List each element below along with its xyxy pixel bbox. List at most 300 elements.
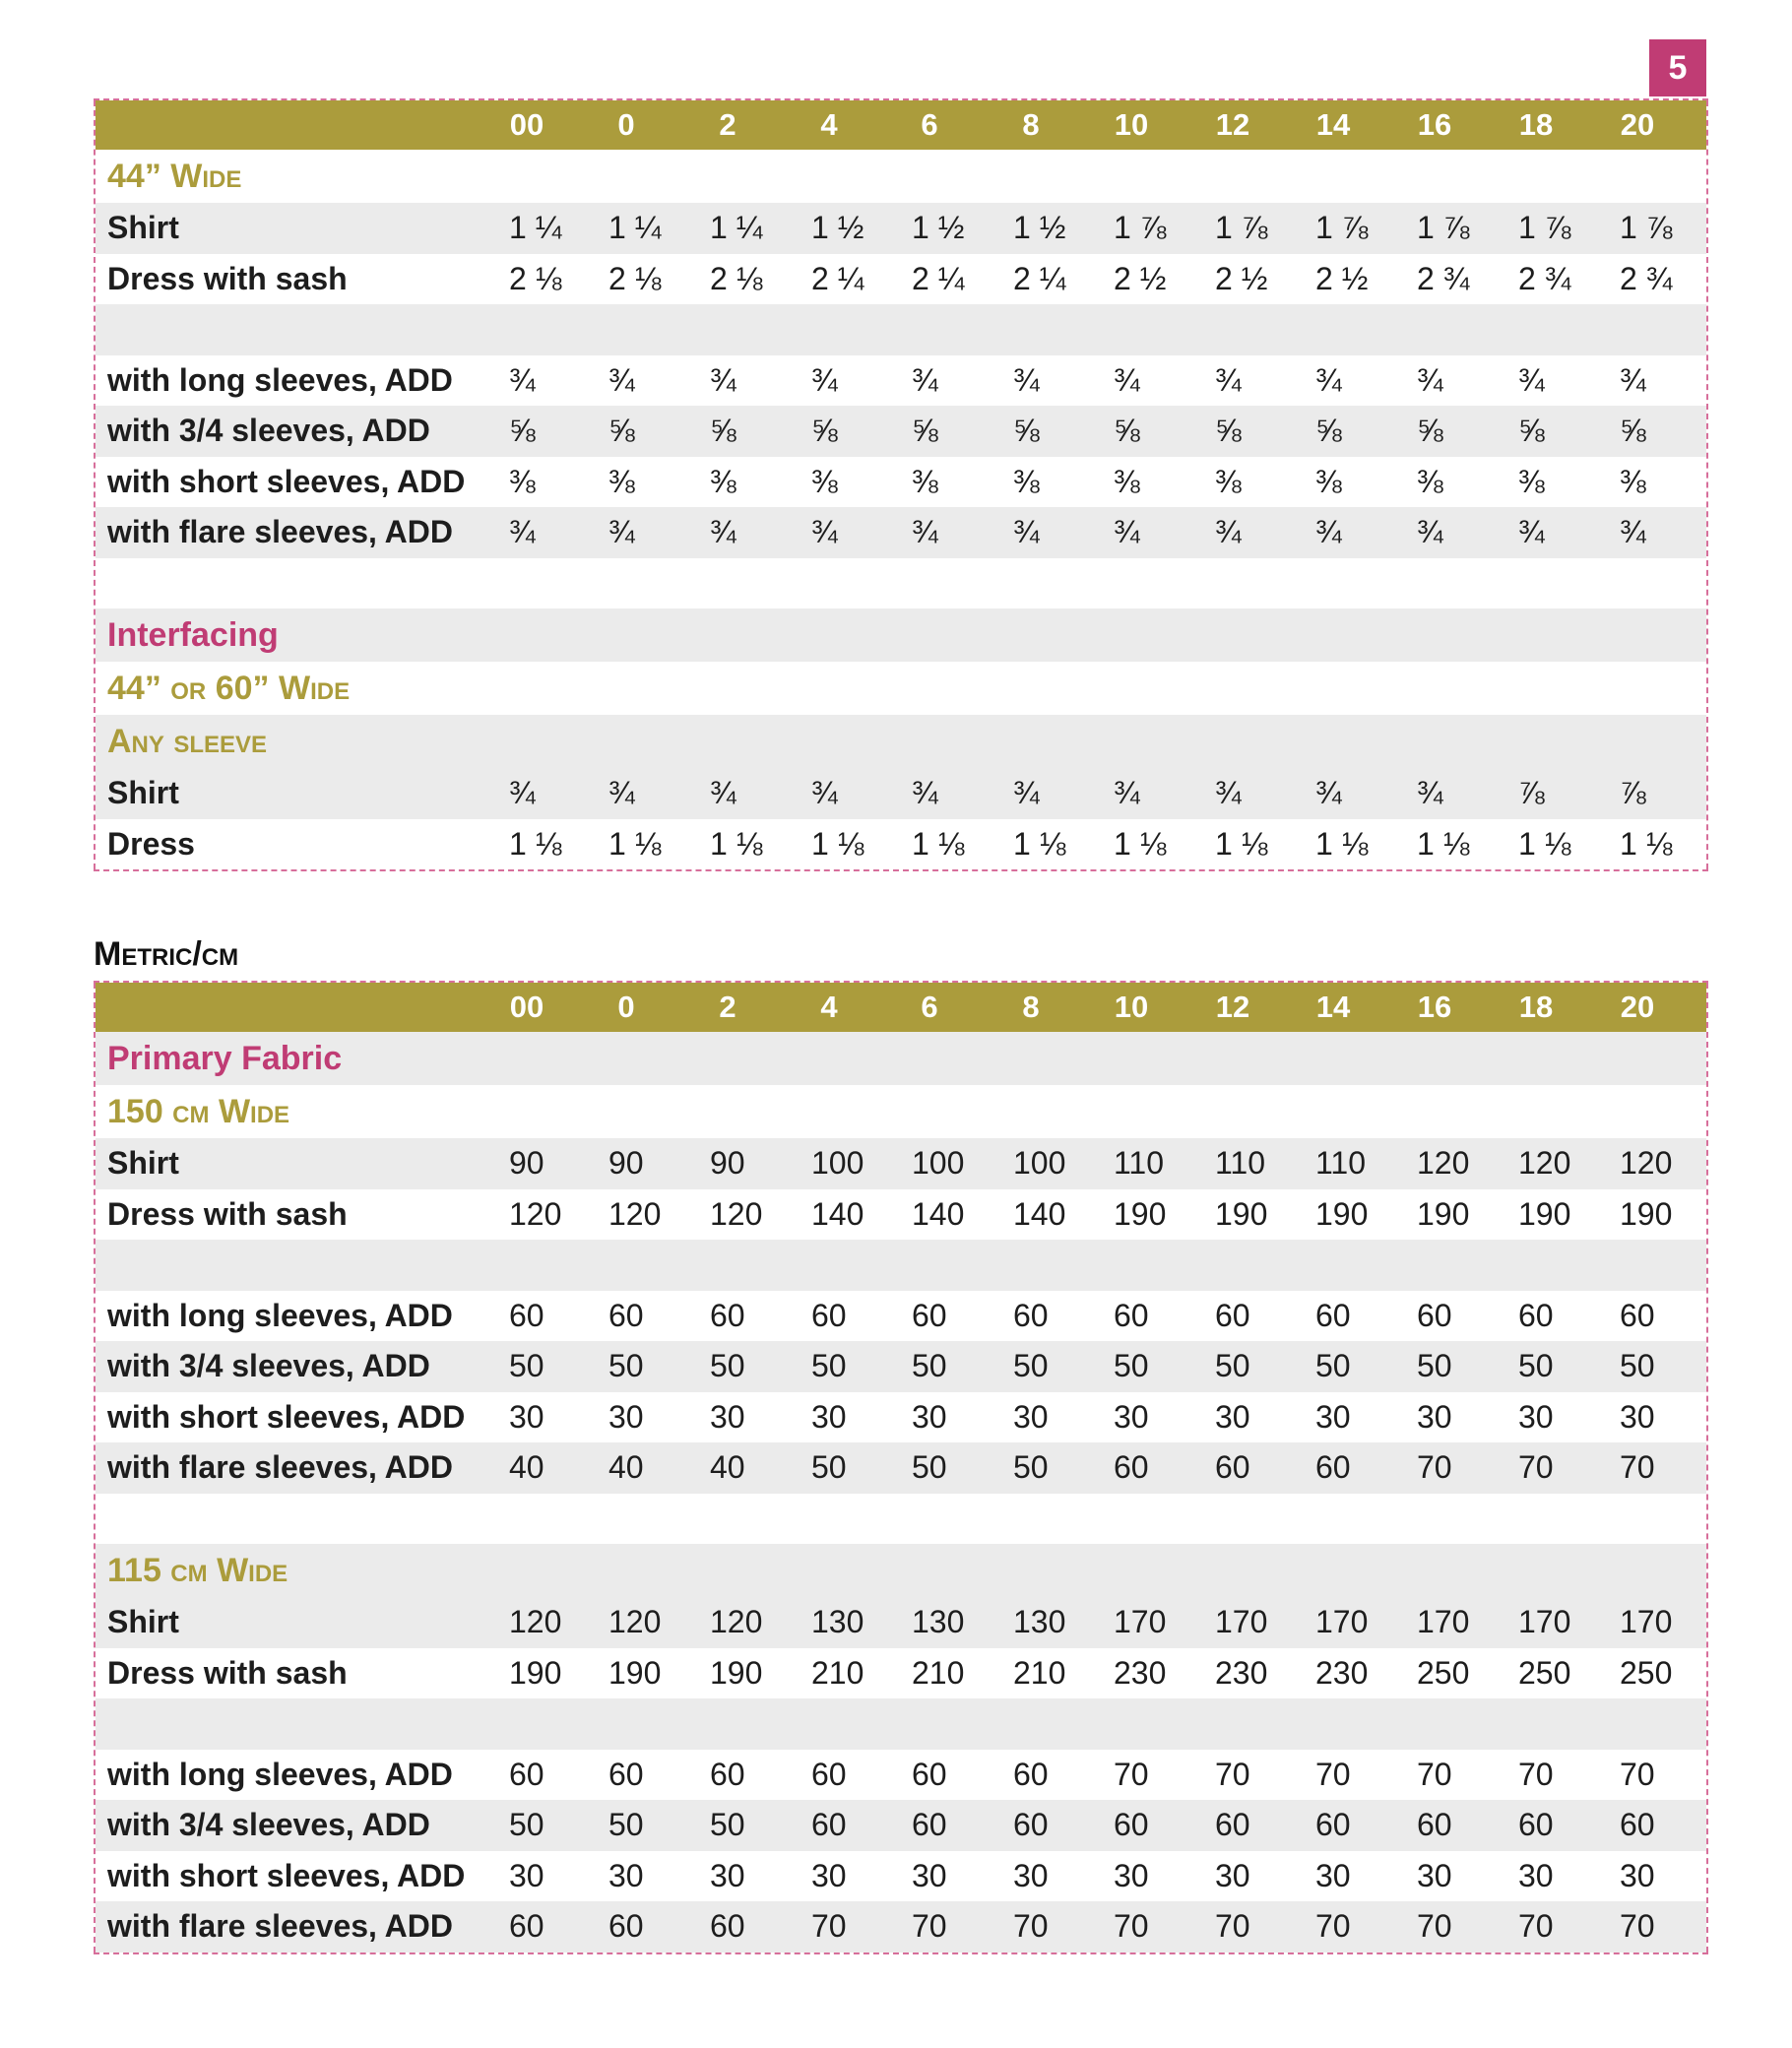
table-cell: 1 ⅛	[1013, 825, 1066, 862]
table-cell: ¾	[1417, 361, 1443, 398]
size-header-cell: 14	[1315, 990, 1351, 1024]
table-cell: ¾	[1013, 514, 1040, 550]
table-cell: ⅝	[1315, 413, 1342, 449]
table-row	[96, 1442, 1706, 1494]
table-cell: 30	[1013, 1857, 1049, 1893]
table-cell: 60	[710, 1908, 745, 1945]
table-cell: 90	[509, 1145, 544, 1182]
table-cell: 1 ⅛	[1114, 825, 1167, 862]
table-cell: ⅝	[1518, 413, 1545, 449]
table-cell: ¾	[1620, 514, 1646, 550]
table-cell: 190	[1620, 1195, 1673, 1232]
table-row	[96, 1851, 1706, 1902]
size-header-cell: 14	[1315, 107, 1351, 142]
table-cell: ¾	[1114, 361, 1140, 398]
table-cell: 60	[509, 1297, 544, 1333]
table-row	[96, 1800, 1706, 1851]
table-cell: 50	[608, 1807, 644, 1843]
table-cell: 2 ½	[1114, 260, 1167, 296]
size-header-cell: 16	[1417, 107, 1452, 142]
table-cell: 190	[1315, 1195, 1369, 1232]
table-cell: ¾	[710, 361, 736, 398]
table-cell: 100	[912, 1145, 965, 1182]
table-cell: 60	[1114, 1297, 1149, 1333]
table-cell: 30	[1114, 1857, 1149, 1893]
table-cell: ¾	[608, 514, 635, 550]
table-cell: 120	[608, 1195, 662, 1232]
table-cell: ¾	[1518, 361, 1545, 398]
table-cell: 70	[1518, 1756, 1554, 1792]
table-cell: ⅝	[811, 413, 838, 449]
table-cell: ¾	[1417, 514, 1443, 550]
section-heading: 115 cm Wide	[107, 1551, 288, 1589]
table-cell: 60	[608, 1908, 644, 1945]
table-cell: 60	[1013, 1297, 1049, 1333]
table-cell: 130	[811, 1604, 864, 1640]
table-cell: 140	[811, 1195, 864, 1232]
table-cell: 30	[608, 1398, 644, 1435]
table-cell: 50	[710, 1807, 745, 1843]
table-cell: 60	[509, 1756, 544, 1792]
row-label: with long sleeves, ADD	[107, 1756, 453, 1792]
table-cell: ⅜	[1620, 463, 1646, 499]
table-cell: ⅝	[710, 413, 736, 449]
row-label: Shirt	[107, 210, 179, 246]
row-label: with flare sleeves, ADD	[107, 1449, 453, 1486]
row-label: with flare sleeves, ADD	[107, 514, 453, 550]
size-header-cell: 12	[1215, 990, 1250, 1024]
table-cell: ⅞	[1518, 775, 1545, 811]
table-cell: ⅝	[1417, 413, 1443, 449]
table-cell: 30	[509, 1398, 544, 1435]
size-header-cell: 16	[1417, 990, 1452, 1024]
row-label: with 3/4 sleeves, ADD	[107, 413, 430, 449]
table-cell: 90	[710, 1145, 745, 1182]
table-cell: 60	[608, 1756, 644, 1792]
table-cell: 210	[811, 1654, 864, 1691]
table-cell: 250	[1518, 1654, 1571, 1691]
table-cell: 50	[1518, 1348, 1554, 1384]
table-cell: 2 ¾	[1417, 260, 1470, 296]
section-heading-row	[96, 662, 1706, 715]
table-cell: 1 ½	[912, 210, 965, 246]
size-header-row	[96, 100, 1706, 150]
table-row	[96, 1648, 1706, 1699]
table-cell: 60	[912, 1756, 947, 1792]
table-cell: 170	[1114, 1604, 1167, 1640]
table-cell: 1 ⅞	[1620, 210, 1673, 246]
table-cell: 110	[1315, 1145, 1367, 1182]
table-cell: 230	[1315, 1654, 1369, 1691]
spacer-row	[96, 1494, 1706, 1545]
table-row	[96, 1750, 1706, 1801]
table-cell: 60	[1215, 1297, 1250, 1333]
table-cell: 170	[1215, 1604, 1268, 1640]
table-cell: ⅝	[608, 413, 635, 449]
table-cell: ⅜	[1114, 463, 1140, 499]
size-header-row	[96, 983, 1706, 1032]
table-cell: 190	[608, 1654, 662, 1691]
imperial-yardage-table	[94, 100, 1708, 869]
size-header-cell: 8	[1022, 107, 1040, 142]
spacer-row	[96, 1698, 1706, 1750]
table-cell: 60	[1013, 1756, 1049, 1792]
section-heading-row	[96, 150, 1706, 203]
table-cell: 2 ¾	[1620, 260, 1673, 296]
table-cell: 170	[1315, 1604, 1369, 1640]
table-cell: 1 ⅛	[811, 825, 864, 862]
table-cell: ¾	[1215, 514, 1242, 550]
table-cell: 30	[608, 1857, 644, 1893]
table-cell: 70	[1215, 1756, 1250, 1792]
table-cell: 50	[1417, 1348, 1452, 1384]
row-label: with 3/4 sleeves, ADD	[107, 1807, 430, 1843]
table-cell: ¾	[1215, 775, 1242, 811]
table-cell: 60	[1315, 1297, 1351, 1333]
table-cell: ⅜	[1417, 463, 1443, 499]
table-cell: 70	[1620, 1449, 1655, 1486]
table-cell: 50	[811, 1348, 847, 1384]
table-cell: 1 ¼	[509, 210, 562, 246]
table-cell: 70	[1114, 1908, 1149, 1945]
table-cell: ¾	[608, 775, 635, 811]
table-cell: 30	[1215, 1857, 1250, 1893]
row-label: with long sleeves, ADD	[107, 361, 453, 398]
table-cell: 30	[912, 1398, 947, 1435]
table-cell: 1 ½	[811, 210, 864, 246]
table-cell: 2 ¾	[1518, 260, 1571, 296]
size-header-cell: 20	[1620, 990, 1655, 1024]
table-cell: 2 ⅛	[509, 260, 562, 296]
table-row	[96, 1901, 1706, 1952]
table-row	[96, 1341, 1706, 1392]
table-cell: 50	[509, 1807, 544, 1843]
table-row	[96, 1138, 1706, 1189]
table-cell: 50	[1315, 1348, 1351, 1384]
table-cell: 100	[811, 1145, 864, 1182]
table-cell: 1 ⅛	[710, 825, 763, 862]
size-header-cell: 00	[509, 990, 544, 1024]
table-cell: 120	[1518, 1145, 1571, 1182]
table-cell: 230	[1215, 1654, 1268, 1691]
table-cell: ⅝	[1013, 413, 1040, 449]
table-cell: 210	[1013, 1654, 1066, 1691]
table-cell: 190	[1518, 1195, 1571, 1232]
table-cell: 50	[1114, 1348, 1149, 1384]
table-cell: 170	[1417, 1604, 1470, 1640]
row-label: with short sleeves, ADD	[107, 463, 466, 499]
table-cell: 60	[1620, 1807, 1655, 1843]
table-row	[96, 1597, 1706, 1648]
size-header-cell: 4	[820, 990, 838, 1024]
table-cell: ¾	[912, 514, 938, 550]
table-cell: 140	[1013, 1195, 1066, 1232]
table-cell: 120	[710, 1604, 763, 1640]
table-cell: ¾	[1215, 361, 1242, 398]
table-cell: 30	[710, 1857, 745, 1893]
table-cell: ¾	[1013, 775, 1040, 811]
table-cell: 1 ⅞	[1518, 210, 1571, 246]
table-cell: ¾	[509, 361, 536, 398]
table-cell: 1 ⅛	[912, 825, 965, 862]
table-cell: 70	[1114, 1756, 1149, 1792]
table-cell: 60	[1114, 1807, 1149, 1843]
table-cell: ⅜	[1013, 463, 1040, 499]
table-cell: ⅝	[1620, 413, 1646, 449]
table-cell: 50	[1215, 1348, 1250, 1384]
table-cell: 2 ⅛	[608, 260, 662, 296]
section-heading-row	[96, 608, 1706, 662]
table-row	[96, 254, 1706, 305]
table-row	[96, 355, 1706, 407]
table-cell: 1 ⅞	[1114, 210, 1167, 246]
size-header-cell: 00	[509, 107, 544, 142]
section-heading: 150 cm Wide	[107, 1092, 290, 1130]
table-cell: ¾	[811, 514, 838, 550]
table-cell: ⅞	[1620, 775, 1646, 811]
table-cell: 40	[710, 1449, 745, 1486]
table-cell: 50	[608, 1348, 644, 1384]
table-cell: 2 ½	[1315, 260, 1369, 296]
table-row	[96, 457, 1706, 508]
table-cell: ¾	[1620, 361, 1646, 398]
table-cell: 2 ¼	[811, 260, 864, 296]
table-cell: 50	[710, 1348, 745, 1384]
table-row	[96, 1291, 1706, 1342]
table-cell: 70	[1417, 1908, 1452, 1945]
table-cell: ¾	[608, 361, 635, 398]
table-cell: ¾	[912, 361, 938, 398]
section-heading: 44” Wide	[107, 157, 242, 195]
size-header-cell: 10	[1114, 990, 1149, 1024]
table-cell: 130	[912, 1604, 965, 1640]
table-cell: ¾	[1518, 514, 1545, 550]
size-header-cell: 0	[617, 990, 635, 1024]
table-cell: ⅜	[509, 463, 536, 499]
table-cell: 70	[811, 1908, 847, 1945]
table-cell: 1 ⅛	[608, 825, 662, 862]
table-cell: ⅝	[912, 413, 938, 449]
table-cell: 50	[1620, 1348, 1655, 1384]
table-cell: 120	[710, 1195, 763, 1232]
table-cell: 1 ⅞	[1215, 210, 1268, 246]
table-cell: 190	[509, 1654, 562, 1691]
table-cell: 2 ⅛	[710, 260, 763, 296]
size-header-cell: 18	[1518, 990, 1554, 1024]
table-cell: ¾	[811, 775, 838, 811]
table-cell: ⅝	[1215, 413, 1242, 449]
spacer-row	[96, 1240, 1706, 1291]
table-cell: 90	[608, 1145, 644, 1182]
size-header-cell: 4	[820, 107, 838, 142]
size-header-cell: 12	[1215, 107, 1250, 142]
table-cell: 30	[811, 1398, 847, 1435]
table-cell: 50	[1013, 1449, 1049, 1486]
size-header-cell: 8	[1022, 990, 1040, 1024]
section-heading-row	[96, 1085, 1706, 1138]
table-cell: 60	[710, 1297, 745, 1333]
table-cell: 60	[811, 1297, 847, 1333]
table-cell: 190	[1114, 1195, 1167, 1232]
table-cell: ¾	[912, 775, 938, 811]
spacer-row	[96, 304, 1706, 355]
table-cell: 190	[710, 1654, 763, 1691]
table-cell: 30	[1013, 1398, 1049, 1435]
table-cell: ⅜	[1215, 463, 1242, 499]
size-header-cell: 2	[719, 107, 736, 142]
metric-section-title: Metric/cm	[94, 935, 239, 973]
table-cell: ¾	[710, 775, 736, 811]
table-cell: 60	[811, 1807, 847, 1843]
table-cell: 2 ¼	[912, 260, 965, 296]
table-cell: ¾	[1315, 775, 1342, 811]
row-label: with flare sleeves, ADD	[107, 1908, 453, 1945]
table-cell: 1 ¼	[710, 210, 763, 246]
table-cell: 70	[1013, 1908, 1049, 1945]
table-cell: 1 ⅞	[1315, 210, 1369, 246]
section-heading: Interfacing	[107, 615, 279, 654]
table-cell: ⅜	[1315, 463, 1342, 499]
row-label: Dress with sash	[107, 1195, 348, 1232]
table-cell: 60	[1518, 1807, 1554, 1843]
table-cell: ¾	[1114, 514, 1140, 550]
table-row	[96, 768, 1706, 819]
table-cell: 60	[1417, 1807, 1452, 1843]
table-cell: 120	[608, 1604, 662, 1640]
table-cell: 70	[1620, 1908, 1655, 1945]
table-cell: ¾	[1315, 361, 1342, 398]
table-cell: ⅝	[509, 413, 536, 449]
row-label: with short sleeves, ADD	[107, 1857, 466, 1893]
table-cell: 120	[1620, 1145, 1673, 1182]
table-cell: 1 ⅛	[1215, 825, 1268, 862]
table-cell: 60	[1417, 1297, 1452, 1333]
size-header-cell: 18	[1518, 107, 1554, 142]
table-cell: 60	[1013, 1807, 1049, 1843]
section-heading-row	[96, 715, 1706, 768]
table-row	[96, 1189, 1706, 1241]
table-cell: ¾	[1417, 775, 1443, 811]
table-cell: 30	[1114, 1398, 1149, 1435]
table-cell: 1 ½	[1013, 210, 1066, 246]
table-cell: 30	[1518, 1857, 1554, 1893]
row-label: Shirt	[107, 775, 179, 811]
table-cell: ⅜	[912, 463, 938, 499]
table-row	[96, 406, 1706, 457]
table-cell: 30	[811, 1857, 847, 1893]
table-cell: 70	[1417, 1756, 1452, 1792]
table-cell: ¾	[1013, 361, 1040, 398]
table-cell: 1 ¼	[608, 210, 662, 246]
table-cell: ¾	[811, 361, 838, 398]
table-cell: ¾	[1114, 775, 1140, 811]
table-row	[96, 819, 1706, 870]
table-row	[96, 1392, 1706, 1443]
table-cell: 110	[1114, 1145, 1165, 1182]
metric-yardage-table	[94, 983, 1708, 1952]
table-cell: 30	[1315, 1857, 1351, 1893]
table-cell: 50	[811, 1449, 847, 1486]
row-label: Dress with sash	[107, 1654, 348, 1691]
table-cell: 50	[1013, 1348, 1049, 1384]
table-cell: 250	[1620, 1654, 1673, 1691]
table-cell: 210	[912, 1654, 965, 1691]
table-cell: 120	[1417, 1145, 1470, 1182]
table-row	[96, 507, 1706, 558]
table-cell: 70	[1215, 1908, 1250, 1945]
table-cell: 170	[1620, 1604, 1673, 1640]
table-cell: ¾	[509, 514, 536, 550]
table-cell: 60	[1114, 1449, 1149, 1486]
table-cell: 110	[1215, 1145, 1266, 1182]
table-cell: 60	[912, 1807, 947, 1843]
table-cell: 140	[912, 1195, 965, 1232]
row-label: with long sleeves, ADD	[107, 1297, 453, 1333]
table-cell: 70	[1315, 1908, 1351, 1945]
table-cell: ¾	[509, 775, 536, 811]
table-cell: 130	[1013, 1604, 1066, 1640]
page-number-badge: 5	[1649, 39, 1706, 96]
spacer-row	[96, 558, 1706, 609]
table-cell: 2 ½	[1215, 260, 1268, 296]
table-cell: 60	[1215, 1449, 1250, 1486]
table-cell: 190	[1215, 1195, 1268, 1232]
table-cell: 60	[1315, 1449, 1351, 1486]
table-cell: ¾	[710, 514, 736, 550]
table-cell: 50	[912, 1449, 947, 1486]
size-header-cell: 20	[1620, 107, 1655, 142]
table-cell: 1 ⅛	[509, 825, 562, 862]
section-heading: Any sleeve	[107, 722, 268, 760]
row-label: Dress	[107, 825, 195, 862]
table-cell: 40	[509, 1449, 544, 1486]
size-header-cell: 2	[719, 990, 736, 1024]
table-cell: 40	[608, 1449, 644, 1486]
section-heading-row	[96, 1032, 1706, 1085]
table-cell: 70	[1620, 1756, 1655, 1792]
table-cell: 1 ⅛	[1620, 825, 1673, 862]
table-cell: 30	[1215, 1398, 1250, 1435]
table-cell: 1 ⅞	[1417, 210, 1470, 246]
table-cell: 1 ⅛	[1518, 825, 1571, 862]
table-cell: 60	[912, 1297, 947, 1333]
table-cell: 170	[1518, 1604, 1571, 1640]
table-cell: 30	[710, 1398, 745, 1435]
table-cell: ⅜	[608, 463, 635, 499]
table-cell: 30	[1620, 1398, 1655, 1435]
table-cell: 70	[1518, 1449, 1554, 1486]
size-header-cell: 0	[617, 107, 635, 142]
table-cell: 1 ⅛	[1417, 825, 1470, 862]
table-cell: 1 ⅛	[1315, 825, 1369, 862]
size-header-cell: 10	[1114, 107, 1149, 142]
size-header-cell: 6	[921, 990, 938, 1024]
table-row	[96, 203, 1706, 254]
table-cell: 100	[1013, 1145, 1066, 1182]
table-cell: ⅜	[1518, 463, 1545, 499]
table-cell: 30	[1620, 1857, 1655, 1893]
table-cell: 60	[1620, 1297, 1655, 1333]
table-cell: 60	[608, 1297, 644, 1333]
table-cell: 230	[1114, 1654, 1167, 1691]
table-cell: 2 ¼	[1013, 260, 1066, 296]
table-cell: 250	[1417, 1654, 1470, 1691]
table-cell: 50	[509, 1348, 544, 1384]
table-cell: ⅜	[710, 463, 736, 499]
table-cell: 70	[912, 1908, 947, 1945]
row-label: with 3/4 sleeves, ADD	[107, 1348, 430, 1384]
table-cell: 60	[710, 1756, 745, 1792]
